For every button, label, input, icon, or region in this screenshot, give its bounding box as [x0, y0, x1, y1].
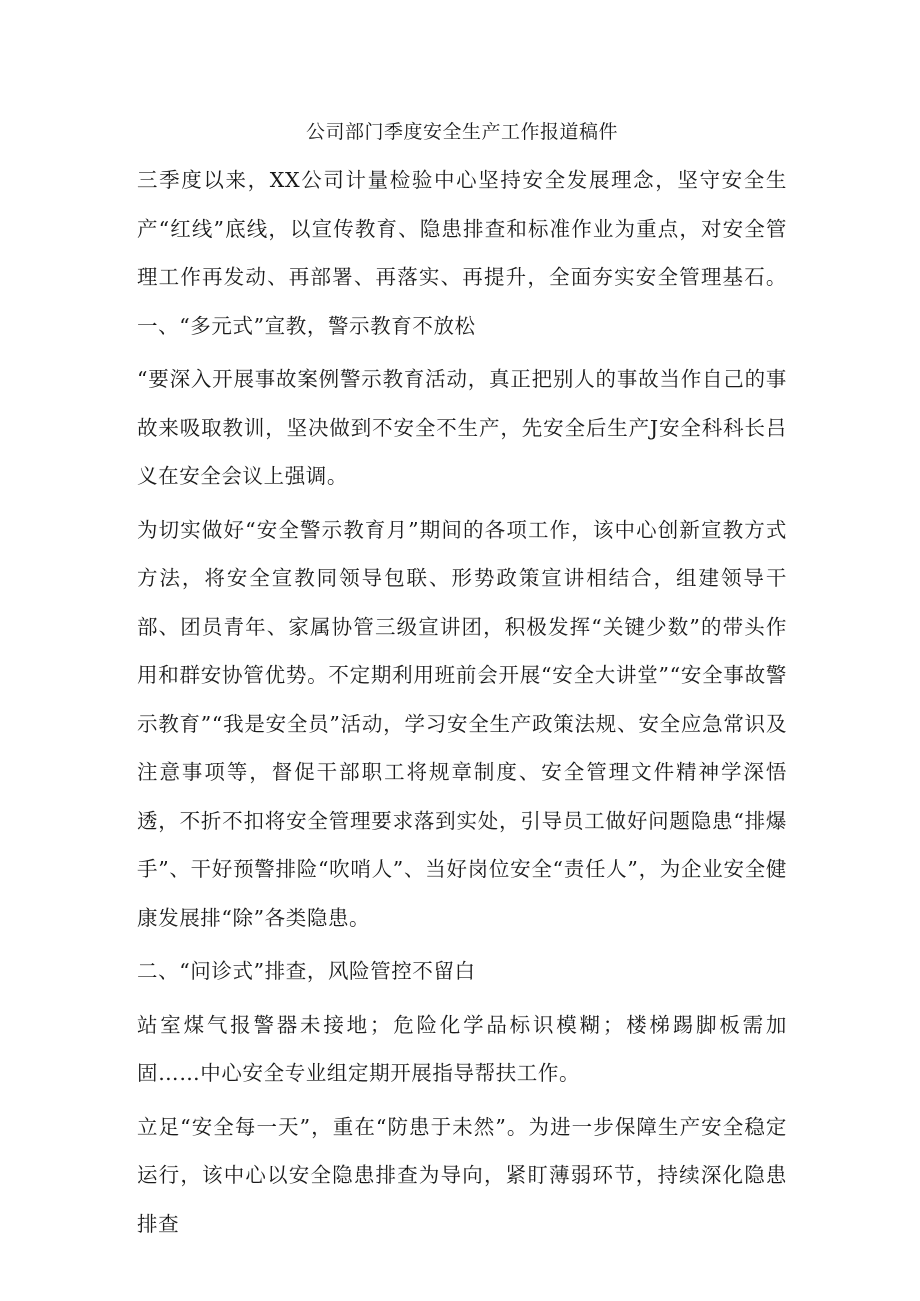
- paragraph-intro: 三季度以来，XX公司计量检验中心坚持安全发展理念，坚守安全生产“红线”底线，以宣传教育、隐患排查和标准作业为重点，对安全管理工作再发动、再部署、再落实、再提升，全面夯实安全管理基石。一、“多元式”宣教，警示教育不放松: [137, 168, 787, 338]
- document-page: [137, 108, 787, 1248]
- paragraph-quote: “要深入开展事故案例警示教育活动，真正把别人的事故当作自己的事故来吸取教训，坚决做到不安全不生产，先安全后生产J安全科科长吕义在安全会议上强调。: [137, 367, 787, 488]
- paragraph-inspection: 站室煤气报警器未接地；危险化学品标识模糊；楼梯踢脚板需加固……中心安全专业组定期开展指导帮扶工作。: [137, 1012, 787, 1085]
- paragraph-education: 为切实做好“安全警示教育月”期间的各项工作，该中心创新宣教方式方法，将安全宣教同领导包联、形势政策宣讲相结合，组建领导干部、团员青年、家属协管三级宣讲团，积极发挥“关键少数”的带头作用和群安协管优势。不定期利用班前会开展“安全大讲堂”“安全事故警示教育”“我是安全员”活动，学习安全生产政策法规、安全应急常识及注意事项等，督促干部职工将规章制度、安全管理文件精神学深悟透，不折不扣将安全管理要求落到实处，引导员工做好问题隐患“排爆手”、干好预警排险“吹哨人”、当好岗位安全“责任人”，为企业安全健康发展排“除”各类隐患。: [137, 517, 787, 930]
- document-title: 公司部门季度安全生产工作报道稿件: [305, 121, 618, 143]
- paragraph-prevention: 立足“安全每一天”，重在“防患于未然”。为进一步保障生产安全稳定运行，该中心以安全隐患排查为导向，紧盯薄弱环节，持续深化隐患排查: [137, 1114, 787, 1236]
- section-heading-2: 二、“问诊式”排查，风险管控不留白: [137, 959, 476, 983]
